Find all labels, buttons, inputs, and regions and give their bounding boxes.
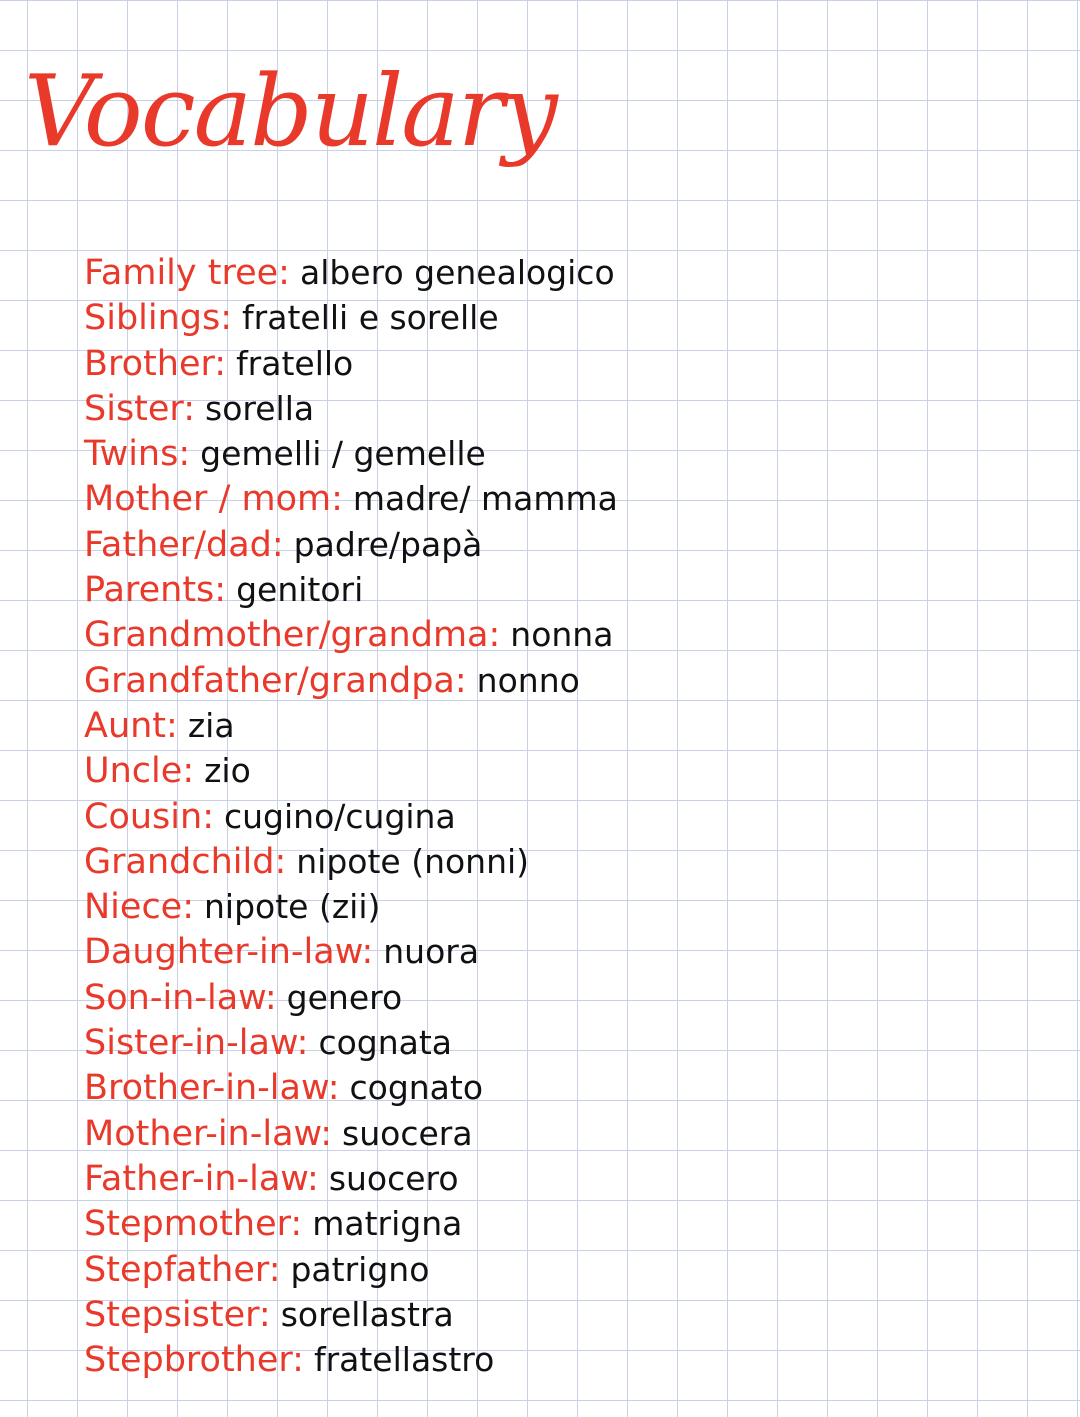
term-separator: : — [292, 1340, 304, 1381]
term-separator: : — [258, 1294, 271, 1335]
vocab-translation: fratelli e sorelle — [242, 298, 499, 338]
vocab-term: Uncle — [84, 751, 183, 792]
vocab-entry — [84, 476, 618, 521]
term-separator: : — [271, 524, 284, 565]
vocab-term: Father-in-law — [84, 1158, 308, 1199]
vocab-entry — [84, 1292, 618, 1337]
vocab-term: Sister-in-law — [84, 1023, 297, 1064]
term-separator: : — [327, 1068, 340, 1109]
vocab-entry — [84, 794, 618, 839]
vocab-term: Niece — [84, 887, 183, 928]
vocab-translation: nipote (nonni) — [296, 841, 530, 881]
vocab-translation: genitori — [236, 570, 364, 610]
term-separator: : — [178, 434, 191, 475]
vocab-entry — [84, 431, 618, 476]
term-separator: : — [214, 343, 227, 384]
vocab-entry — [84, 386, 618, 431]
term-separator: : — [296, 1023, 309, 1064]
vocab-translation: padre/papà — [293, 524, 483, 564]
vocab-entry — [84, 295, 618, 340]
vocab-entry — [84, 1156, 618, 1201]
vocab-entry — [84, 929, 618, 974]
vocab-entry — [84, 612, 618, 657]
vocab-term: Father/dad — [84, 524, 272, 565]
term-separator: : — [307, 1158, 319, 1199]
vocab-term: Son-in-law — [84, 977, 265, 1018]
vocab-term: Stepbrother — [84, 1340, 293, 1381]
vocab-translation: zia — [187, 705, 235, 745]
term-separator: : — [220, 298, 233, 339]
term-separator: : — [361, 932, 374, 973]
term-separator: : — [182, 751, 195, 792]
term-separator: : — [202, 796, 214, 837]
vocab-term: Aunt — [84, 705, 167, 746]
vocab-translation: nuora — [383, 932, 480, 972]
vocab-term: Siblings — [84, 298, 221, 339]
vocab-translation: matrigna — [312, 1204, 463, 1244]
vocab-entry — [84, 839, 618, 884]
vocab-term: Grandchild — [84, 841, 275, 882]
vocab-translation: suocero — [328, 1158, 459, 1198]
vocab-entry — [84, 1111, 618, 1156]
vocab-translation: suocera — [342, 1113, 473, 1153]
page-title: Vocabulary — [24, 55, 556, 169]
vocab-term: Brother-in-law — [84, 1068, 328, 1109]
vocab-entry — [84, 884, 618, 929]
vocab-translation: sorellastra — [280, 1294, 454, 1334]
term-separator: : — [488, 615, 501, 656]
vocab-translation: albero genealogico — [299, 253, 615, 292]
vocab-translation: nipote (zii) — [204, 887, 381, 927]
term-separator: : — [331, 479, 343, 520]
term-separator: : — [182, 887, 195, 928]
term-separator: : — [290, 1204, 303, 1245]
vocabulary-list — [84, 250, 618, 1382]
vocab-entry — [84, 1247, 618, 1292]
vocab-term: Grandmother/grandma — [84, 615, 489, 656]
term-separator: : — [264, 977, 277, 1018]
vocab-term: Cousin — [84, 796, 203, 837]
term-separator: : — [214, 570, 227, 611]
vocab-term: Stepmother — [84, 1204, 291, 1245]
vocab-translation: madre/ mamma — [352, 479, 618, 519]
vocab-entry — [84, 703, 618, 748]
vocab-entry — [84, 522, 618, 567]
vocab-term: Daughter-in-law — [84, 932, 362, 973]
vocab-translation: sorella — [205, 388, 315, 428]
vocab-translation: cognata — [318, 1023, 453, 1063]
vocab-translation: gemelli / gemelle — [200, 434, 486, 474]
vocab-translation: fratello — [236, 343, 354, 383]
vocab-translation: cognato — [349, 1068, 484, 1108]
vocab-term: Brother — [84, 343, 215, 384]
term-separator: : — [320, 1113, 333, 1154]
vocab-translation: nonno — [476, 660, 580, 700]
vocab-term: Parents — [84, 570, 215, 611]
vocab-entry — [84, 748, 618, 793]
vocab-entry — [84, 1065, 618, 1110]
vocab-translation: nonna — [510, 615, 614, 655]
vocab-term: Sister — [84, 388, 184, 429]
term-separator: : — [166, 705, 178, 746]
vocab-entry — [84, 1201, 618, 1246]
term-separator: : — [268, 1249, 281, 1290]
vocab-translation: zio — [204, 751, 251, 791]
vocab-entry — [84, 1337, 618, 1382]
vocab-term: Mother-in-law — [84, 1113, 321, 1154]
term-separator: : — [274, 841, 287, 882]
vocab-entry — [84, 341, 618, 386]
vocab-term: Grandfather/grandpa — [84, 660, 455, 701]
vocab-translation: genero — [286, 977, 403, 1017]
vocab-term: Mother / mom — [84, 479, 332, 520]
vocab-entry — [84, 250, 618, 295]
vocab-entry — [84, 1020, 618, 1065]
term-separator: : — [183, 388, 196, 429]
vocab-translation: patrigno — [290, 1249, 430, 1289]
vocab-term: Stepfather — [84, 1249, 269, 1290]
vocab-term: Twins — [84, 434, 179, 475]
vocab-translation: cugino/cugina — [223, 796, 456, 836]
term-separator: : — [454, 660, 467, 701]
vocab-entry — [84, 975, 618, 1020]
vocab-entry — [84, 658, 618, 703]
vocab-entry — [84, 567, 618, 612]
vocab-term: Family tree — [84, 253, 279, 293]
vocab-term: Stepsister — [84, 1294, 259, 1335]
vocab-translation: fratellastro — [313, 1340, 495, 1380]
term-separator: : — [278, 253, 290, 293]
